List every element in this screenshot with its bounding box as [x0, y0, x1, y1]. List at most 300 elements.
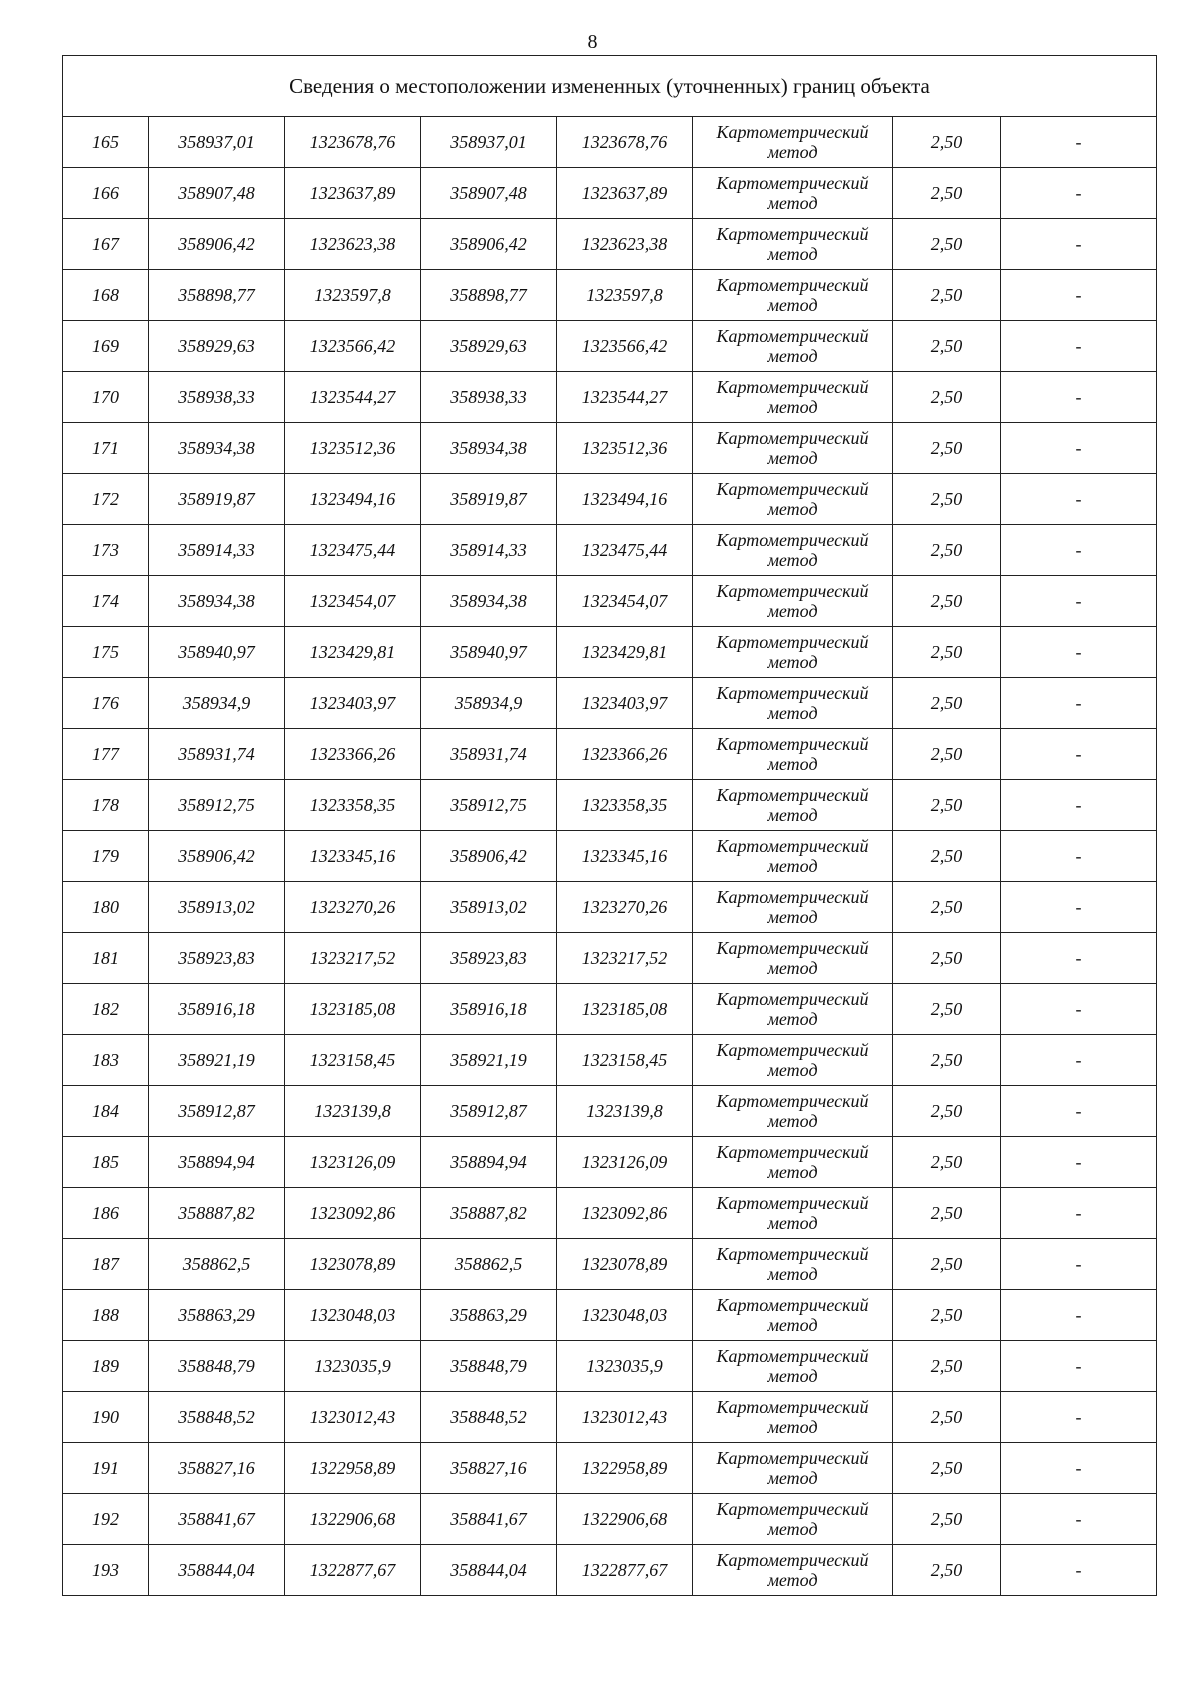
method-line-2: метод: [767, 346, 818, 366]
existing-y-cell: 1323678,76: [285, 117, 421, 168]
method-cell: [693, 831, 893, 882]
method-line-2: метод: [767, 1111, 818, 1131]
method-line-2: метод: [767, 550, 818, 570]
new-x-cell: 358931,74: [421, 729, 557, 780]
method-cell: [693, 576, 893, 627]
table-row: [63, 1290, 1157, 1341]
accuracy-cell: 2,50: [893, 984, 1001, 1035]
existing-x-cell: 358863,29: [149, 1290, 285, 1341]
point-number-cell: 187: [63, 1239, 149, 1290]
existing-x-cell: 358934,38: [149, 423, 285, 474]
new-y-cell: 1323270,26: [557, 882, 693, 933]
method-line-1: Картометрический: [716, 326, 869, 346]
existing-x-cell: 358913,02: [149, 882, 285, 933]
method-line-1: Картометрический: [716, 1448, 869, 1468]
accuracy-cell: 2,50: [893, 1239, 1001, 1290]
new-y-cell: 1323623,38: [557, 219, 693, 270]
point-number-cell: 172: [63, 474, 149, 525]
accuracy-cell: 2,50: [893, 321, 1001, 372]
method-cell: [693, 117, 893, 168]
existing-y-cell: 1323637,89: [285, 168, 421, 219]
method-line-1: Картометрический: [716, 785, 869, 805]
method-line-2: метод: [767, 1213, 818, 1233]
accuracy-cell: 2,50: [893, 627, 1001, 678]
existing-x-cell: 358937,01: [149, 117, 285, 168]
point-number-cell: 182: [63, 984, 149, 1035]
existing-x-cell: 358931,74: [149, 729, 285, 780]
existing-x-cell: 358919,87: [149, 474, 285, 525]
new-y-cell: 1323139,8: [557, 1086, 693, 1137]
method-cell: [693, 1341, 893, 1392]
method-line-2: метод: [767, 499, 818, 519]
existing-y-cell: 1323454,07: [285, 576, 421, 627]
accuracy-cell: 2,50: [893, 474, 1001, 525]
point-number-cell: 173: [63, 525, 149, 576]
table-row: [63, 729, 1157, 780]
existing-x-cell: 358907,48: [149, 168, 285, 219]
note-cell: -: [1001, 1239, 1157, 1290]
accuracy-cell: 2,50: [893, 1392, 1001, 1443]
method-line-2: метод: [767, 1570, 818, 1590]
new-y-cell: 1323126,09: [557, 1137, 693, 1188]
table-row: [63, 219, 1157, 270]
existing-y-cell: 1323566,42: [285, 321, 421, 372]
note-cell: -: [1001, 474, 1157, 525]
new-x-cell: 358940,97: [421, 627, 557, 678]
method-line-1: Картометрический: [716, 224, 869, 244]
existing-y-cell: 1323475,44: [285, 525, 421, 576]
method-line-1: Картометрический: [716, 1397, 869, 1417]
point-number-cell: 190: [63, 1392, 149, 1443]
existing-x-cell: 358921,19: [149, 1035, 285, 1086]
accuracy-cell: 2,50: [893, 1137, 1001, 1188]
method-cell: [693, 1443, 893, 1494]
note-cell: -: [1001, 321, 1157, 372]
method-line-1: Картометрический: [716, 683, 869, 703]
new-y-cell: 1323185,08: [557, 984, 693, 1035]
method-line-1: Картометрический: [716, 530, 869, 550]
accuracy-cell: 2,50: [893, 678, 1001, 729]
table-body: [63, 56, 1157, 1596]
new-x-cell: 358898,77: [421, 270, 557, 321]
method-cell: [693, 1239, 893, 1290]
new-y-cell: 1323454,07: [557, 576, 693, 627]
accuracy-cell: 2,50: [893, 1188, 1001, 1239]
table-row: [63, 984, 1157, 1035]
method-cell: [693, 933, 893, 984]
method-line-1: Картометрический: [716, 938, 869, 958]
existing-y-cell: 1323494,16: [285, 474, 421, 525]
table-row: [63, 117, 1157, 168]
accuracy-cell: 2,50: [893, 780, 1001, 831]
new-y-cell: 1323494,16: [557, 474, 693, 525]
table-row: [63, 372, 1157, 423]
method-cell: [693, 1392, 893, 1443]
table-row: [63, 270, 1157, 321]
method-line-2: метод: [767, 244, 818, 264]
method-cell: [693, 984, 893, 1035]
method-cell: [693, 525, 893, 576]
existing-y-cell: 1323597,8: [285, 270, 421, 321]
existing-x-cell: 358894,94: [149, 1137, 285, 1188]
point-number-cell: 186: [63, 1188, 149, 1239]
method-line-1: Картометрический: [716, 1244, 869, 1264]
table-row: [63, 1494, 1157, 1545]
existing-x-cell: 358940,97: [149, 627, 285, 678]
method-line-1: Картометрический: [716, 275, 869, 295]
new-y-cell: 1323403,97: [557, 678, 693, 729]
new-x-cell: 358848,79: [421, 1341, 557, 1392]
existing-x-cell: 358827,16: [149, 1443, 285, 1494]
table-row: [63, 1341, 1157, 1392]
method-line-1: Картометрический: [716, 581, 869, 601]
new-y-cell: 1322906,68: [557, 1494, 693, 1545]
method-line-1: Картометрический: [716, 479, 869, 499]
note-cell: -: [1001, 372, 1157, 423]
existing-y-cell: 1323403,97: [285, 678, 421, 729]
table-row: [63, 1086, 1157, 1137]
table-row: [63, 678, 1157, 729]
existing-y-cell: 1323429,81: [285, 627, 421, 678]
method-line-2: метод: [767, 907, 818, 927]
new-x-cell: 358934,38: [421, 423, 557, 474]
new-x-cell: 358907,48: [421, 168, 557, 219]
method-line-2: метод: [767, 448, 818, 468]
new-y-cell: 1323048,03: [557, 1290, 693, 1341]
method-line-2: метод: [767, 958, 818, 978]
accuracy-cell: 2,50: [893, 1341, 1001, 1392]
accuracy-cell: 2,50: [893, 117, 1001, 168]
point-number-cell: 179: [63, 831, 149, 882]
page-number: 8: [587, 31, 598, 53]
existing-y-cell: 1323185,08: [285, 984, 421, 1035]
method-line-2: метод: [767, 142, 818, 162]
method-line-2: метод: [767, 397, 818, 417]
new-y-cell: 1323429,81: [557, 627, 693, 678]
existing-x-cell: 358914,33: [149, 525, 285, 576]
note-cell: -: [1001, 219, 1157, 270]
existing-y-cell: 1323158,45: [285, 1035, 421, 1086]
method-line-2: метод: [767, 1009, 818, 1029]
table-row: [63, 1188, 1157, 1239]
method-line-1: Картометрический: [716, 1499, 869, 1519]
new-x-cell: 358913,02: [421, 882, 557, 933]
existing-y-cell: 1323544,27: [285, 372, 421, 423]
point-number-cell: 170: [63, 372, 149, 423]
new-y-cell: 1323012,43: [557, 1392, 693, 1443]
method-cell: [693, 1188, 893, 1239]
accuracy-cell: 2,50: [893, 831, 1001, 882]
note-cell: -: [1001, 933, 1157, 984]
new-y-cell: 1323512,36: [557, 423, 693, 474]
table-row: [63, 882, 1157, 933]
new-x-cell: 358916,18: [421, 984, 557, 1035]
table-row: [63, 1545, 1157, 1596]
existing-x-cell: 358898,77: [149, 270, 285, 321]
existing-y-cell: 1323358,35: [285, 780, 421, 831]
table-row: [63, 1239, 1157, 1290]
method-line-2: метод: [767, 1417, 818, 1437]
existing-x-cell: 358912,87: [149, 1086, 285, 1137]
method-cell: [693, 882, 893, 933]
accuracy-cell: 2,50: [893, 270, 1001, 321]
existing-x-cell: 358848,79: [149, 1341, 285, 1392]
method-line-1: Картометрический: [716, 887, 869, 907]
method-cell: [693, 1086, 893, 1137]
new-x-cell: 358912,75: [421, 780, 557, 831]
accuracy-cell: 2,50: [893, 1035, 1001, 1086]
method-cell: [693, 168, 893, 219]
new-x-cell: 358827,16: [421, 1443, 557, 1494]
note-cell: -: [1001, 1188, 1157, 1239]
new-x-cell: 358862,5: [421, 1239, 557, 1290]
table-row: [63, 1137, 1157, 1188]
existing-y-cell: 1323366,26: [285, 729, 421, 780]
method-cell: [693, 729, 893, 780]
note-cell: -: [1001, 627, 1157, 678]
table-title: Сведения о местоположении измененных (уточненных) границ объекта: [63, 56, 1157, 117]
method-line-1: Картометрический: [716, 632, 869, 652]
accuracy-cell: 2,50: [893, 423, 1001, 474]
method-line-1: Картометрический: [716, 1550, 869, 1570]
method-cell: [693, 678, 893, 729]
method-line-2: метод: [767, 856, 818, 876]
method-line-1: Картометрический: [716, 1295, 869, 1315]
existing-x-cell: 358841,67: [149, 1494, 285, 1545]
method-cell: [693, 780, 893, 831]
existing-x-cell: 358848,52: [149, 1392, 285, 1443]
new-x-cell: 358887,82: [421, 1188, 557, 1239]
new-x-cell: 358934,38: [421, 576, 557, 627]
point-number-cell: 174: [63, 576, 149, 627]
existing-y-cell: 1323512,36: [285, 423, 421, 474]
existing-y-cell: 1322877,67: [285, 1545, 421, 1596]
existing-x-cell: 358923,83: [149, 933, 285, 984]
new-y-cell: 1323358,35: [557, 780, 693, 831]
new-y-cell: 1323637,89: [557, 168, 693, 219]
method-line-1: Картометрический: [716, 428, 869, 448]
point-number-cell: 183: [63, 1035, 149, 1086]
table-row: [63, 627, 1157, 678]
method-cell: [693, 321, 893, 372]
new-y-cell: 1323475,44: [557, 525, 693, 576]
new-x-cell: 358841,67: [421, 1494, 557, 1545]
existing-x-cell: 358934,9: [149, 678, 285, 729]
new-y-cell: 1323366,26: [557, 729, 693, 780]
method-line-1: Картометрический: [716, 377, 869, 397]
point-number-cell: 169: [63, 321, 149, 372]
point-number-cell: 188: [63, 1290, 149, 1341]
new-y-cell: 1323345,16: [557, 831, 693, 882]
new-y-cell: 1322958,89: [557, 1443, 693, 1494]
new-x-cell: 358938,33: [421, 372, 557, 423]
method-line-1: Картометрический: [716, 1040, 869, 1060]
method-line-2: метод: [767, 1264, 818, 1284]
table-title-row: [63, 56, 1157, 117]
point-number-cell: 167: [63, 219, 149, 270]
table-row: [63, 933, 1157, 984]
existing-y-cell: 1323126,09: [285, 1137, 421, 1188]
method-line-2: метод: [767, 1060, 818, 1080]
note-cell: -: [1001, 576, 1157, 627]
method-line-1: Картометрический: [716, 122, 869, 142]
table-row: [63, 780, 1157, 831]
existing-y-cell: 1323092,86: [285, 1188, 421, 1239]
new-y-cell: 1323544,27: [557, 372, 693, 423]
method-line-2: метод: [767, 1519, 818, 1539]
method-cell: [693, 423, 893, 474]
note-cell: -: [1001, 117, 1157, 168]
accuracy-cell: 2,50: [893, 882, 1001, 933]
table-row: [63, 1392, 1157, 1443]
existing-y-cell: 1323035,9: [285, 1341, 421, 1392]
existing-y-cell: 1322906,68: [285, 1494, 421, 1545]
new-y-cell: 1323678,76: [557, 117, 693, 168]
note-cell: -: [1001, 780, 1157, 831]
point-number-cell: 168: [63, 270, 149, 321]
existing-x-cell: 358862,5: [149, 1239, 285, 1290]
note-cell: -: [1001, 1086, 1157, 1137]
point-number-cell: 166: [63, 168, 149, 219]
note-cell: -: [1001, 678, 1157, 729]
table-row: [63, 474, 1157, 525]
existing-x-cell: 358912,75: [149, 780, 285, 831]
note-cell: -: [1001, 984, 1157, 1035]
method-line-2: метод: [767, 193, 818, 213]
new-x-cell: 358906,42: [421, 219, 557, 270]
accuracy-cell: 2,50: [893, 168, 1001, 219]
note-cell: -: [1001, 831, 1157, 882]
table-row: [63, 1443, 1157, 1494]
existing-y-cell: 1323012,43: [285, 1392, 421, 1443]
method-cell: [693, 627, 893, 678]
existing-y-cell: 1323270,26: [285, 882, 421, 933]
table-row: [63, 423, 1157, 474]
existing-y-cell: 1323623,38: [285, 219, 421, 270]
point-number-cell: 176: [63, 678, 149, 729]
method-line-2: метод: [767, 805, 818, 825]
new-y-cell: 1323566,42: [557, 321, 693, 372]
existing-x-cell: 358906,42: [149, 219, 285, 270]
accuracy-cell: 2,50: [893, 372, 1001, 423]
point-number-cell: 193: [63, 1545, 149, 1596]
existing-y-cell: 1323048,03: [285, 1290, 421, 1341]
new-y-cell: 1323597,8: [557, 270, 693, 321]
method-line-2: метод: [767, 1315, 818, 1335]
existing-y-cell: 1323078,89: [285, 1239, 421, 1290]
table-row: [63, 1035, 1157, 1086]
new-y-cell: 1323035,9: [557, 1341, 693, 1392]
existing-x-cell: 358906,42: [149, 831, 285, 882]
note-cell: -: [1001, 1443, 1157, 1494]
new-x-cell: 358923,83: [421, 933, 557, 984]
method-line-1: Картометрический: [716, 836, 869, 856]
table-row: [63, 831, 1157, 882]
existing-y-cell: 1323139,8: [285, 1086, 421, 1137]
point-number-cell: 175: [63, 627, 149, 678]
method-cell: [693, 1035, 893, 1086]
method-line-2: метод: [767, 652, 818, 672]
new-y-cell: 1323078,89: [557, 1239, 693, 1290]
new-y-cell: 1323158,45: [557, 1035, 693, 1086]
accuracy-cell: 2,50: [893, 525, 1001, 576]
existing-y-cell: 1323345,16: [285, 831, 421, 882]
point-number-cell: 178: [63, 780, 149, 831]
method-line-2: метод: [767, 754, 818, 774]
new-y-cell: 1323217,52: [557, 933, 693, 984]
method-line-1: Картометрический: [716, 734, 869, 754]
accuracy-cell: 2,50: [893, 1494, 1001, 1545]
note-cell: -: [1001, 1341, 1157, 1392]
point-number-cell: 181: [63, 933, 149, 984]
new-x-cell: 358906,42: [421, 831, 557, 882]
point-number-cell: 177: [63, 729, 149, 780]
method-cell: [693, 1494, 893, 1545]
existing-x-cell: 358938,33: [149, 372, 285, 423]
existing-x-cell: 358934,38: [149, 576, 285, 627]
note-cell: -: [1001, 729, 1157, 780]
accuracy-cell: 2,50: [893, 729, 1001, 780]
method-line-1: Картометрический: [716, 173, 869, 193]
method-cell: [693, 474, 893, 525]
new-x-cell: 358848,52: [421, 1392, 557, 1443]
method-line-1: Картометрический: [716, 1091, 869, 1111]
method-cell: [693, 1545, 893, 1596]
new-x-cell: 358844,04: [421, 1545, 557, 1596]
method-line-1: Картометрический: [716, 1346, 869, 1366]
new-x-cell: 358921,19: [421, 1035, 557, 1086]
note-cell: -: [1001, 270, 1157, 321]
new-x-cell: 358934,9: [421, 678, 557, 729]
new-x-cell: 358914,33: [421, 525, 557, 576]
existing-y-cell: 1323217,52: [285, 933, 421, 984]
new-y-cell: 1322877,67: [557, 1545, 693, 1596]
point-number-cell: 192: [63, 1494, 149, 1545]
note-cell: -: [1001, 1290, 1157, 1341]
note-cell: -: [1001, 1494, 1157, 1545]
note-cell: -: [1001, 1137, 1157, 1188]
existing-y-cell: 1322958,89: [285, 1443, 421, 1494]
accuracy-cell: 2,50: [893, 1086, 1001, 1137]
point-number-cell: 165: [63, 117, 149, 168]
method-line-2: метод: [767, 1162, 818, 1182]
accuracy-cell: 2,50: [893, 219, 1001, 270]
method-cell: [693, 372, 893, 423]
note-cell: -: [1001, 168, 1157, 219]
accuracy-cell: 2,50: [893, 933, 1001, 984]
note-cell: -: [1001, 1035, 1157, 1086]
method-line-1: Картометрический: [716, 989, 869, 1009]
method-cell: [693, 219, 893, 270]
table-row: [63, 321, 1157, 372]
method-cell: [693, 1137, 893, 1188]
boundary-coordinates-table: [62, 55, 1157, 1596]
new-x-cell: 358912,87: [421, 1086, 557, 1137]
point-number-cell: 185: [63, 1137, 149, 1188]
method-line-1: Картометрический: [716, 1193, 869, 1213]
existing-x-cell: 358916,18: [149, 984, 285, 1035]
existing-x-cell: 358887,82: [149, 1188, 285, 1239]
accuracy-cell: 2,50: [893, 1443, 1001, 1494]
new-x-cell: 358937,01: [421, 117, 557, 168]
table-row: [63, 168, 1157, 219]
method-cell: [693, 270, 893, 321]
existing-x-cell: 358929,63: [149, 321, 285, 372]
point-number-cell: 171: [63, 423, 149, 474]
accuracy-cell: 2,50: [893, 1545, 1001, 1596]
note-cell: -: [1001, 525, 1157, 576]
method-line-1: Картометрический: [716, 1142, 869, 1162]
